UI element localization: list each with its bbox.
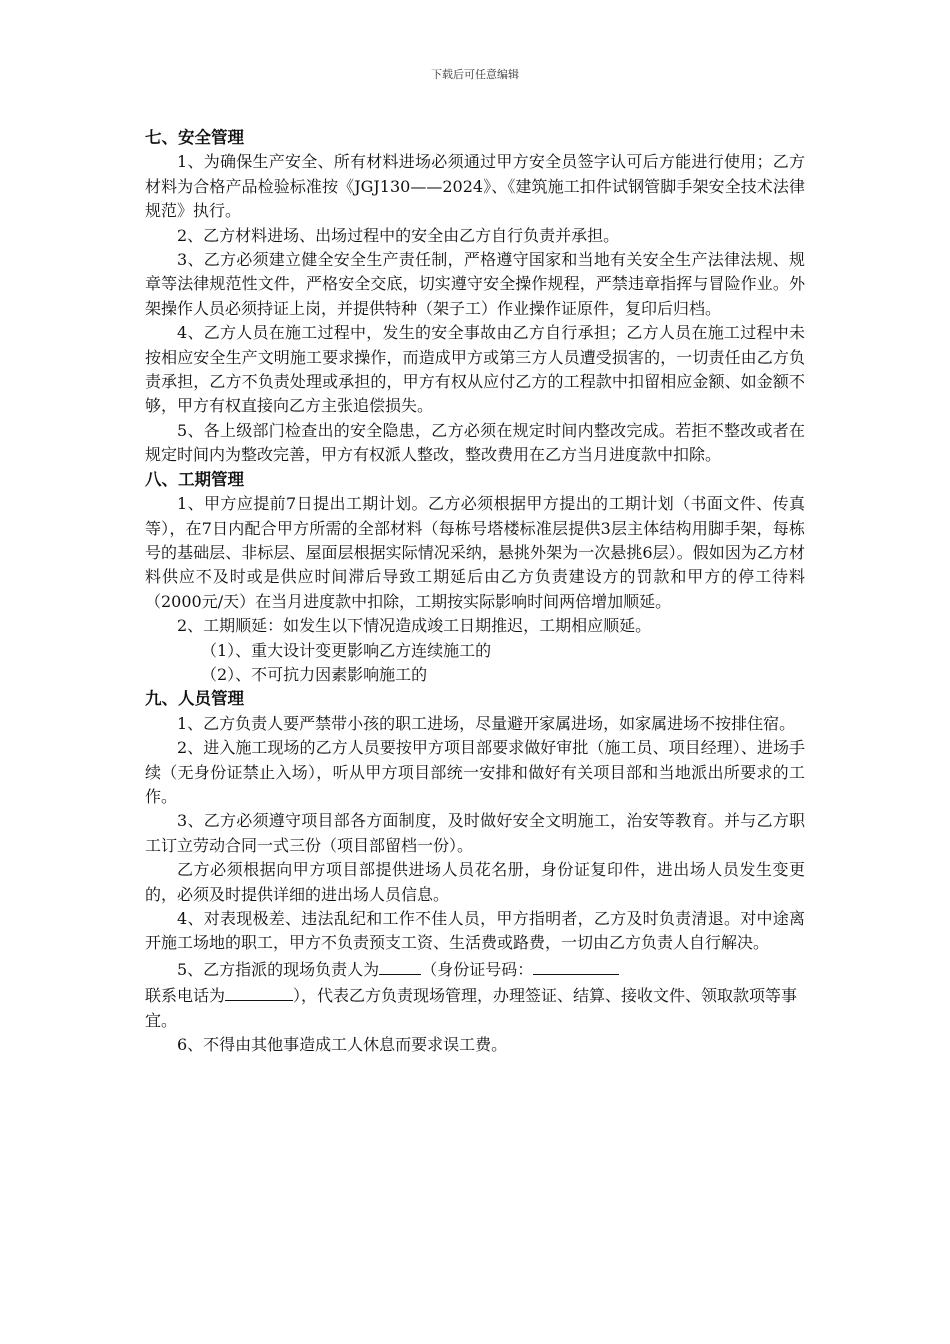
paragraph: 1、甲方应提前7日提出工期计划。乙方必须根据甲方提出的工期计划（书面文件、传真等），在7日内配合甲方所需的全部材料（每栋号塔楼标准层提供3层主体结构用脚手架，每栋号的基础层、非标层、屋面层根据实际情况采纳，悬挑外架为一次悬挑6层）。假如因为乙方材料供应不及时或是供应时间滞后导致工期延后由乙方负责建设方的罚款和甲方的停工待料（2000元/天）在当月进度款中扣除，工期按实际影响时间两倍增加顺延。 bbox=[145, 494, 805, 611]
paragraph: 2、乙方材料进场、出场过程中的安全由乙方自行负责并承担。 bbox=[177, 225, 620, 245]
list-item: （2）、不可抗力因素影响施工的 bbox=[201, 664, 428, 684]
section-title-safety: 七、安全管理 bbox=[145, 128, 244, 147]
paragraph: 3、乙方必须建立健全安全生产责任制，严格遵守国家和当地有关安全生产法律法规、规章等法律规范性文件，严格安全交底，切实遵守安全操作规程，严禁违章指挥与冒险作业。外架操作人员必须持证上岗，并提供特种（架子工）作业操作证原件，复印后归档。 bbox=[145, 250, 805, 318]
paragraph: 6、不得由其他事造成工人休息而要求误工费。 bbox=[177, 1035, 508, 1055]
paragraph: 2、工期顺延：如发生以下情况造成竣工日期推迟，工期相应顺延。 bbox=[177, 616, 652, 636]
section-title-schedule: 八、工期管理 bbox=[145, 469, 244, 489]
document-body bbox=[145, 126, 805, 1057]
paragraph-site-manager bbox=[145, 956, 805, 982]
paragraph: 2、进入施工现场的乙方人员要按甲方项目部要求做好审批（施工员、项目经理）、进场手续（无身份证禁止入场），听从甲方项目部统一安排和做好有关项目部和当地派出所要求的工作。 bbox=[145, 738, 805, 806]
section-title-personnel: 九、人员管理 bbox=[145, 689, 244, 709]
paragraph: 1、乙方负责人要严禁带小孩的职工进场，尽量避开家属进场，如家属进场不按排住宿。 bbox=[177, 713, 796, 733]
blank-phone bbox=[225, 982, 293, 1001]
list-item: （1）、重大设计变更影响乙方连续施工的 bbox=[201, 640, 492, 660]
paragraph: 4、对表现极差、违法乱纪和工作不佳人员，甲方指明者，乙方及时负责清退。对中途离开施工场地的职工，甲方不负责预支工资、生活费或路费，一切由乙方负责人自行解决。 bbox=[145, 909, 805, 953]
paragraph: 4、乙方人员在施工过程中，发生的安全事故由乙方自行承担；乙方人员在施工过程中未按相应安全生产文明施工要求操作，而造成甲方或第三方人员遭受损害的，一切责任由乙方负责承担，乙方不负责处理或承担的，甲方有权从应付乙方的工程款中扣留相应金额、如金额不够，甲方有权直接向乙方主张追偿损失。 bbox=[145, 323, 805, 416]
paragraph-contact bbox=[145, 982, 805, 1033]
text-fragment: （身份证号码： bbox=[421, 959, 534, 979]
paragraph: 1、为确保生产安全、所有材料进场必须通过甲方安全员签字认可后方能进行使用；乙方材料为合格产品检验标准按《JGJ130——2024》、《建筑施工扣件试钢管脚手架安全技术法律规范》执行。 bbox=[145, 152, 805, 221]
header-note: 下载后可任意编辑 bbox=[431, 68, 519, 81]
text-fragment: 5、乙方指派的现场负责人为 bbox=[177, 959, 380, 979]
paragraph: 3、乙方必须遵守项目部各方面制度，及时做好安全文明施工，治安等教育。并与乙方职工订立劳动合同一式三份（项目部留档一份）。 bbox=[145, 811, 805, 855]
paragraph: 乙方必须根据向甲方项目部提供进场人员花名册，身份证复印件，进出场人员发生变更的，必须及时提供详细的进出场人员信息。 bbox=[145, 860, 805, 904]
paragraph: 5、各上级部门检查出的安全隐患，乙方必须在规定时间内整改完成。若拒不整改或者在规定时间内为整改完善，甲方有权派人整改，整改费用在乙方当月进度款中扣除。 bbox=[145, 420, 805, 465]
blank-manager-name bbox=[379, 956, 421, 975]
blank-id-number bbox=[533, 956, 619, 975]
text-fragment: ），代表乙方负责现场管理，办理签证、结算、接收文件、领取款项等事宜。 bbox=[145, 986, 798, 1030]
text-fragment: 联系电话为 bbox=[145, 986, 226, 1006]
